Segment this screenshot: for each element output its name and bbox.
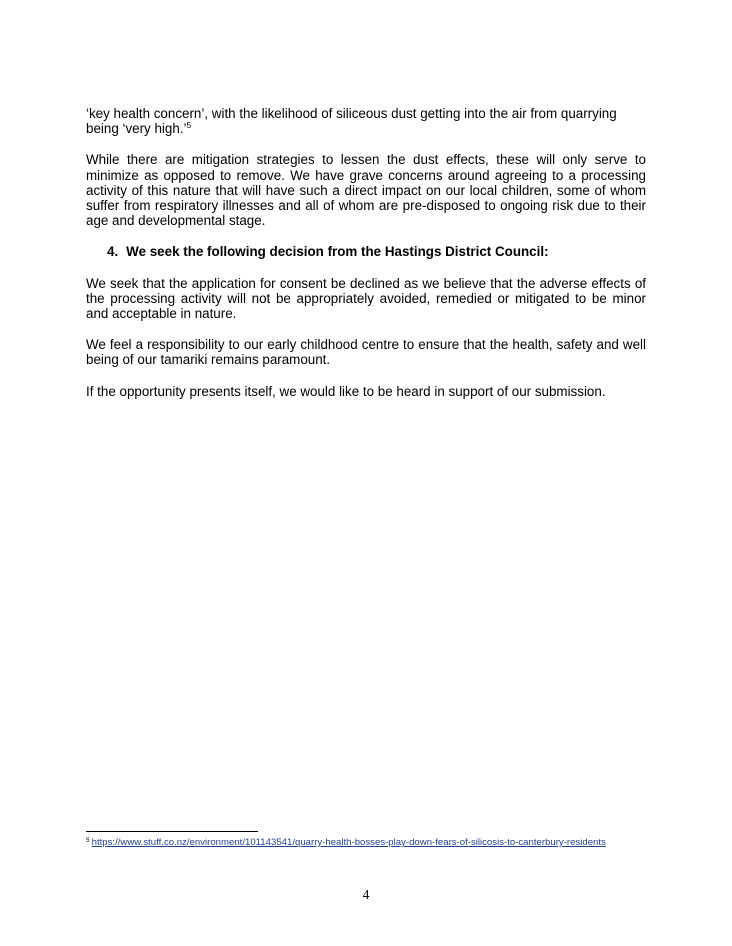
footnote-reference: 5 xyxy=(186,120,192,131)
section-heading xyxy=(86,244,646,259)
paragraph-hearing: If the opportunity presents itself, we would like to be heard in support of our submission. xyxy=(86,383,606,399)
page-body xyxy=(86,106,646,415)
paragraph-health-concern xyxy=(86,106,646,136)
section-heading-text: We seek the following decision from the Hastings District Council: xyxy=(126,244,549,260)
section-heading-number: 4. xyxy=(107,244,119,260)
paragraph-decision: We seek that the application for consent be declined as we believe that the adverse effects of the processing activity will not be appropriately avoided, remedied or mitigated to be minor and acceptable in nature. xyxy=(86,275,646,322)
page-number: 4 xyxy=(362,887,370,902)
paragraph-mitigation: While there are mitigation strategies to lessen the dust effects, these will only serve to minimize as opposed to remove. We have grave concerns around agreeing to a processing activity of this nature that will have such a direct impact on our local children, some of whom suffer from respiratory illnesses and all of whom are pre-disposed to ongoing risk due to their age and developmental stage. xyxy=(86,152,646,229)
footnote-divider xyxy=(86,831,258,832)
paragraph-responsibility: We feel a responsibility to our early childhood centre to ensure that the health, safety and well being of our tamariki remains paramount. xyxy=(86,337,646,368)
paragraph-health-concern-text: ‘key health concern’, with the likelihood of siliceous dust getting into the air from quarrying being ‘very high.’ xyxy=(86,106,617,137)
footnote xyxy=(86,837,646,849)
footnote-link[interactable]: https://www.stuff.co.nz/environment/101143541/quarry-health-bosses-play-down-fears-of-silicosis-to-canterbury-residents xyxy=(91,837,606,848)
footnote-number: 5 xyxy=(86,837,90,844)
